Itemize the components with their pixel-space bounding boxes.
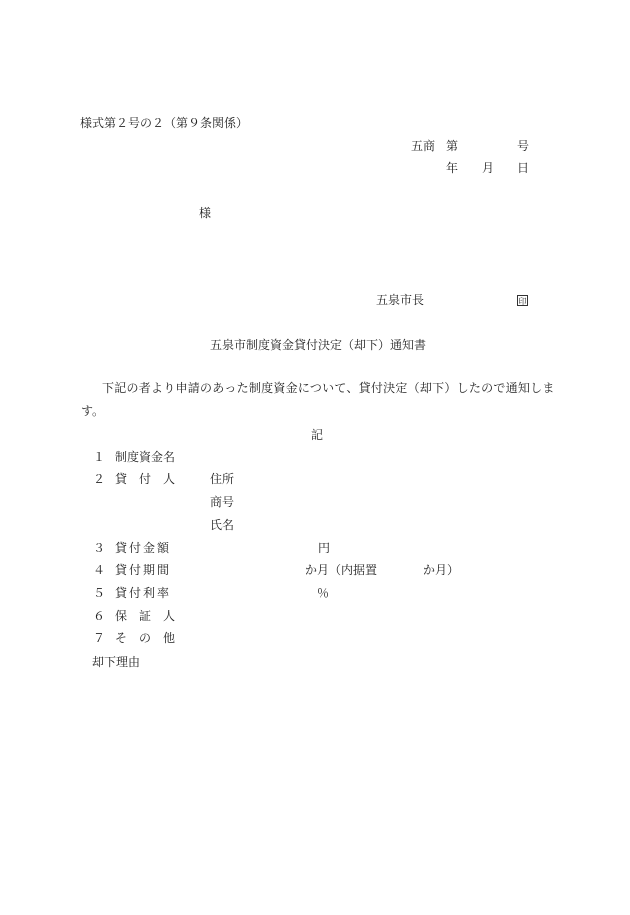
- issuer-title: 五泉市長: [376, 293, 425, 307]
- item-label-loan-period: 貸付期間: [115, 563, 172, 577]
- doc-number-go: 号: [517, 139, 530, 153]
- item-number: ６: [93, 609, 106, 623]
- loan-period-unit: か月（内据置: [305, 563, 378, 577]
- body-text-line1: 下記の者より申請のあった制度資金について、貸付決定（却下）したので通知しま: [102, 381, 555, 395]
- doc-number-prefix: 五商: [411, 139, 436, 153]
- loan-amount-unit: 円: [318, 541, 331, 555]
- item-label-fund-name: 制度資金名: [115, 450, 176, 464]
- rejection-reason-label: 却下理由: [92, 655, 141, 669]
- item-number: ５: [93, 586, 106, 600]
- item-number: ２: [93, 472, 106, 486]
- seal-mark: 印: [518, 297, 527, 306]
- interest-rate-unit: ％: [317, 586, 330, 600]
- item-label-interest-rate: 貸付利率: [115, 586, 172, 600]
- loan-period-deferral-unit: か月）: [423, 563, 460, 577]
- form-number: 様式第２号の２（第９条関係）: [80, 116, 249, 130]
- item-number: ４: [93, 563, 106, 577]
- date-day: 日: [517, 161, 530, 175]
- lender-company-label: 商号: [210, 495, 235, 509]
- item-label-lender: 貸 付 人: [115, 472, 176, 486]
- item-label-guarantor: 保 証 人: [115, 609, 176, 623]
- item-number: ３: [93, 541, 106, 555]
- date-year: 年: [446, 161, 459, 175]
- doc-number-dai: 第: [446, 139, 459, 153]
- lender-address-label: 住所: [210, 472, 235, 486]
- document-title: 五泉市制度資金貸付決定（却下）通知書: [210, 338, 427, 352]
- body-text-line2: す。: [81, 404, 105, 418]
- ki-heading: 記: [311, 428, 324, 442]
- item-number: １: [93, 450, 106, 464]
- date-month: 月: [482, 161, 495, 175]
- addressee-honorific: 様: [199, 206, 212, 220]
- lender-name-label: 氏名: [210, 518, 235, 532]
- item-label-loan-amount: 貸付金額: [115, 541, 172, 555]
- item-label-other: そ の 他: [115, 631, 176, 645]
- item-number: ７: [93, 631, 106, 645]
